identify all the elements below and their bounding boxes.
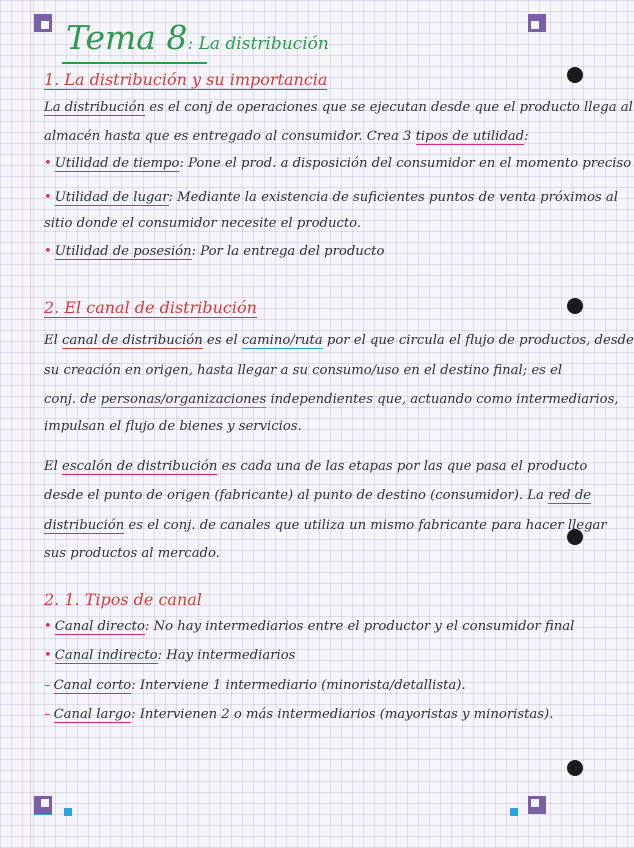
text: (fabricante) (214, 488, 294, 503)
term-utilidad-tiempo: Utilidad de tiempo (54, 156, 180, 171)
bullet-item (44, 617, 574, 637)
section-heading-2-text: 2. El canal de distribución (44, 298, 257, 317)
text: independientes que, actuando como intermediarios, (266, 392, 619, 407)
title-sub: : La distribución (187, 34, 329, 54)
term-red: red de (548, 488, 592, 503)
term-canal-corto: Canal corto (53, 678, 132, 693)
blue-square-mark (64, 808, 72, 816)
term-canal: canal de distribución (62, 333, 203, 348)
bullet-item (44, 154, 631, 174)
text: impulsan el flujo de bienes y servicios. (44, 419, 302, 434)
paragraph-line (44, 214, 361, 234)
term-personas: personas/organizaciones (100, 392, 267, 407)
term-escalon: escalón de distribución (62, 459, 218, 474)
bullet-icon: • (44, 190, 52, 205)
text: : Hay intermediarios (157, 648, 296, 663)
text: : Intervienen 2 o más intermediarios (131, 707, 380, 722)
text: es el (202, 333, 242, 348)
text: sitio donde el consumidor necesite el producto. (44, 216, 362, 231)
section-heading-1 (44, 70, 327, 89)
title-underline (62, 62, 207, 64)
term-canal-indirecto: Canal indirecto (54, 648, 158, 663)
paragraph-line (44, 127, 529, 147)
paragraph-line (44, 544, 220, 564)
text: (minorista/detallista) (321, 678, 462, 693)
corner-mark-top-right (528, 14, 546, 32)
term-tipos-utilidad: tipos de utilidad (415, 129, 525, 144)
text: su creación en origen, hasta llegar a su consumo/uso en el destino final; es el (44, 363, 563, 378)
paragraph-line (44, 417, 302, 437)
bullet-icon: • (44, 156, 52, 171)
text: (consumidor) (430, 488, 519, 503)
text: desde el punto de origen (44, 488, 215, 503)
paragraph-line (44, 457, 587, 477)
page-title (66, 18, 329, 57)
dash-item (44, 676, 466, 696)
bullet-icon: • (44, 244, 52, 259)
text: por el que circula el flujo de productos, desde (322, 333, 634, 348)
blue-square-mark (510, 808, 518, 816)
binder-hole (567, 298, 583, 314)
dash-icon: – (44, 707, 51, 722)
dash-item (44, 705, 553, 725)
term-canal-largo: Canal largo (53, 707, 132, 722)
paragraph-line (44, 331, 634, 351)
section-heading-1-text: 1. La distribución y su importancia (44, 70, 328, 89)
term-camino: camino/ruta (241, 333, 323, 348)
text: : No hay intermediarios entre el productor y el consumidor final (144, 619, 575, 634)
section-heading-2-1-text: 2. 1. Tipos de canal (44, 590, 202, 609)
text: conj. de (44, 392, 101, 407)
text: es el conj de operaciones que se ejecutan desde que el producto llega al (145, 100, 633, 115)
term-red-distribucion: distribución (44, 518, 125, 533)
text: . (549, 707, 554, 722)
bullet-item (44, 188, 618, 208)
text: es cada una de las etapas por las que pasa el producto (217, 459, 588, 474)
text: : Por la entrega del producto (191, 244, 385, 259)
margin-line (30, 0, 31, 848)
binder-hole (567, 760, 583, 776)
paragraph-line (44, 486, 591, 506)
text: : Mediante la existencia de suficientes puntos de venta próximos al (168, 190, 619, 205)
title-main: Tema 8 (66, 18, 188, 57)
paragraph-line (44, 390, 619, 410)
text: : Pone el prod. a disposición del consumidor en el momento preciso (179, 156, 632, 171)
text: es el conj. de canales que utiliza un mismo fabricante para hacer llegar (124, 518, 607, 533)
binder-hole (567, 67, 583, 83)
corner-mark-bottom-right (528, 796, 546, 814)
text: : Interviene 1 intermediario (131, 678, 322, 693)
corner-mark-top-left (34, 14, 52, 32)
text: almacén hasta que es entregado al consumidor. Crea 3 (44, 129, 416, 144)
text: El (44, 333, 63, 348)
text: : (524, 129, 529, 144)
paragraph-line (44, 98, 633, 118)
bullet-icon: • (44, 619, 52, 634)
bullet-item (44, 646, 295, 666)
bullet-icon: • (44, 648, 52, 663)
paragraph-line (44, 516, 607, 536)
bullet-item (44, 242, 384, 262)
dash-icon: – (44, 678, 51, 693)
text: . La (518, 488, 549, 503)
term-distribucion: La distribución (44, 100, 146, 115)
text: . (461, 678, 466, 693)
paragraph-line (44, 361, 562, 381)
corner-mark-bottom-left (34, 796, 52, 815)
text: El (44, 459, 63, 474)
text: al punto de destino (293, 488, 431, 503)
term-canal-directo: Canal directo (54, 619, 145, 634)
section-heading-2-1 (44, 590, 202, 609)
text: (mayoristas y minoristas) (379, 707, 550, 722)
term-utilidad-lugar: Utilidad de lugar (54, 190, 169, 205)
section-heading-2 (44, 298, 257, 317)
text: sus productos al mercado. (44, 546, 220, 561)
term-utilidad-posesion: Utilidad de posesión (54, 244, 192, 259)
